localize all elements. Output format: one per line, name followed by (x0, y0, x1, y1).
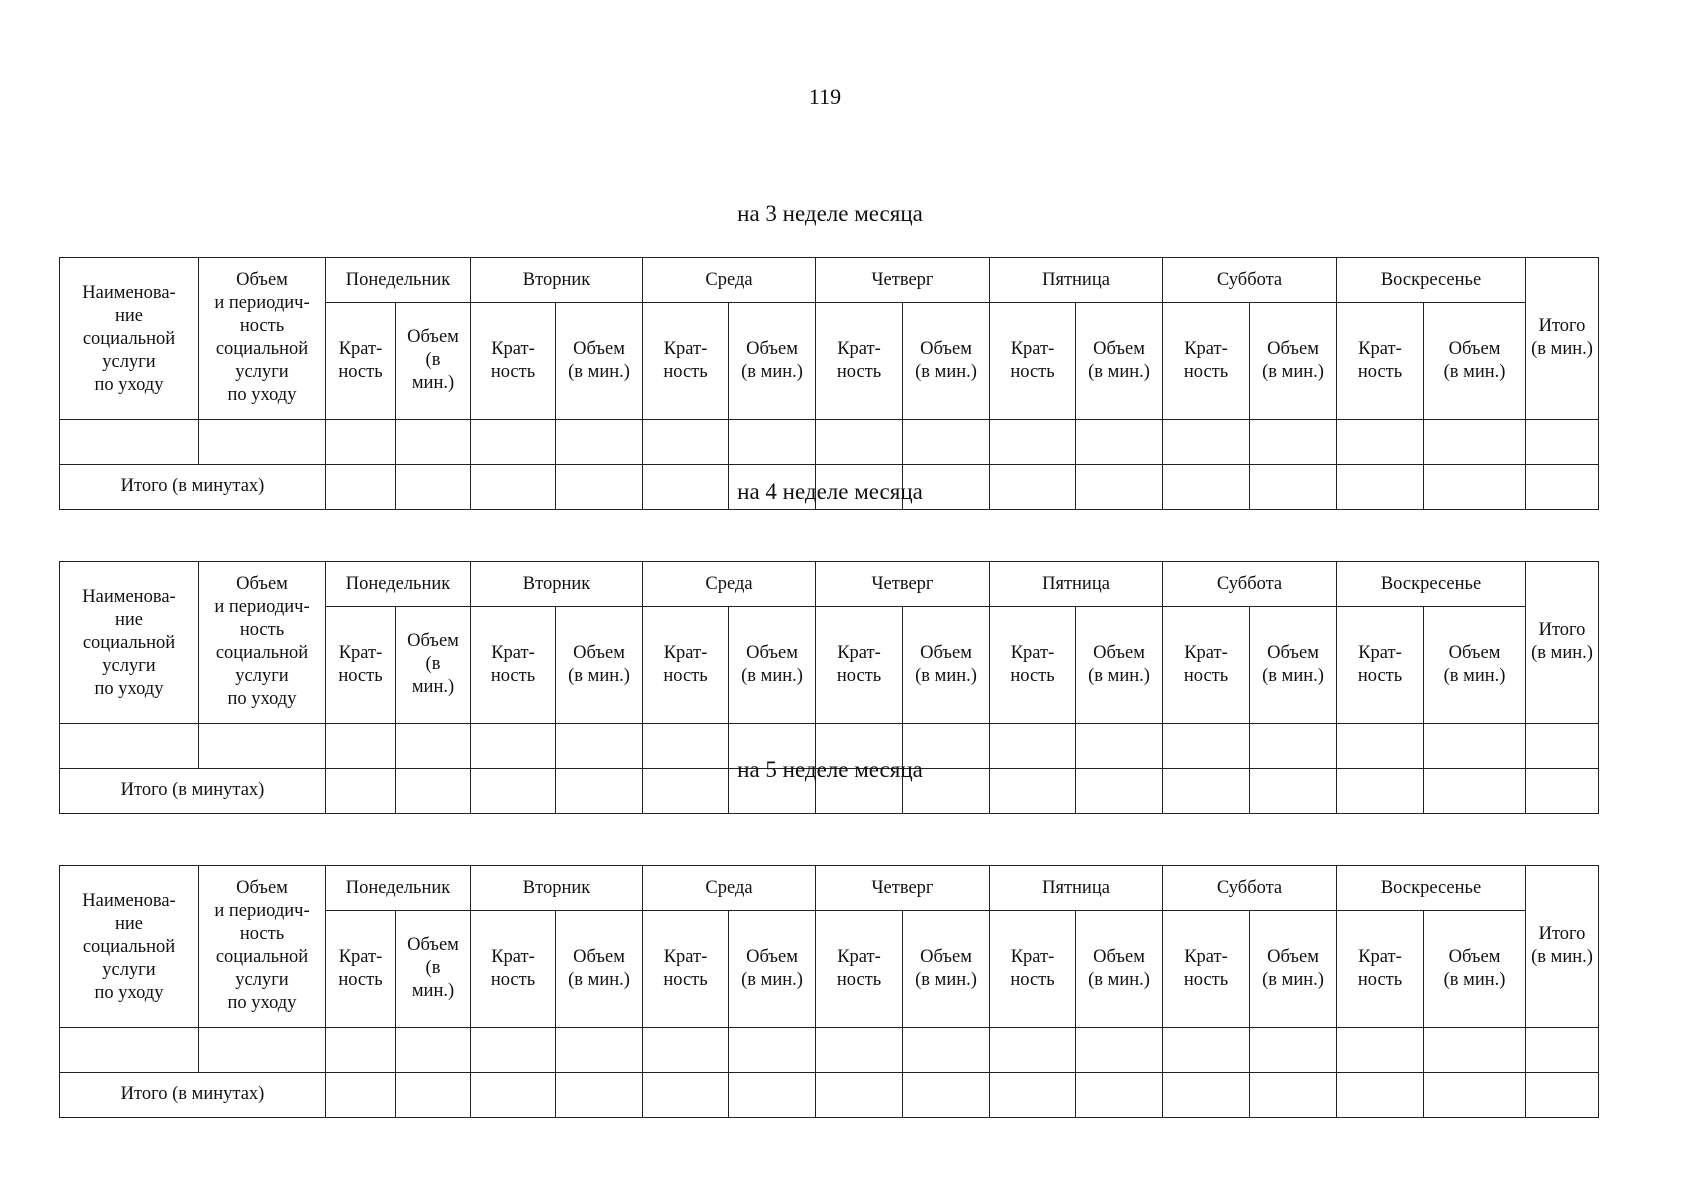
header-volume (729, 607, 816, 723)
header-volume (729, 911, 816, 1027)
header-day (326, 866, 471, 911)
header-multiplicity-label: Крат- ность (1357, 338, 1403, 382)
header-day (326, 258, 471, 303)
table-cell (199, 1027, 326, 1072)
header-multiplicity-label: Крат- ность (663, 946, 708, 990)
header-volume (1424, 303, 1526, 419)
table-cell (396, 1027, 471, 1072)
header-multiplicity-label: Крат- ность (1357, 946, 1403, 990)
table-cell (556, 1072, 643, 1117)
header-multiplicity-label: Крат- ность (490, 642, 536, 686)
header-multiplicity (990, 607, 1076, 723)
table-cell (1250, 419, 1337, 464)
header-volume-label: Объем (в мин.) (407, 631, 459, 698)
header-multiplicity (471, 303, 556, 419)
header-service-name-label: Наименова- ние социальной услуги по уходу (82, 890, 176, 1003)
header-multiplicity (471, 607, 556, 723)
header-day-label: Вторник (522, 877, 591, 898)
header-row-days (60, 866, 1599, 911)
header-volume-label: Объем (в мин.) (407, 327, 459, 394)
header-day (816, 866, 990, 911)
header-volume (729, 303, 816, 419)
header-volume (1076, 607, 1163, 723)
total-row (60, 1072, 1599, 1117)
header-multiplicity (1163, 303, 1250, 419)
header-multiplicity-label: Крат- ность (663, 642, 708, 686)
header-multiplicity (326, 607, 396, 723)
table-cell (471, 1072, 556, 1117)
header-multiplicity (990, 303, 1076, 419)
header-multiplicity-label: Крат- ность (1010, 338, 1055, 382)
table-cell (643, 1072, 729, 1117)
table-cell (471, 419, 556, 464)
schedule-table (59, 257, 1599, 510)
header-service-name (60, 562, 199, 724)
header-multiplicity-label: Крат- ность (1183, 946, 1229, 990)
header-multiplicity-label: Крат- ность (836, 946, 882, 990)
table-cell (903, 1027, 990, 1072)
table-row (60, 419, 1599, 464)
table-cell (326, 1027, 396, 1072)
header-day (1337, 258, 1526, 303)
header-day-label: Четверг (871, 573, 934, 594)
header-volume-label: Объем (в мин.) (1088, 946, 1150, 990)
header-volume-label: Объем (в мин.) (1443, 946, 1506, 990)
header-multiplicity-label: Крат- ность (836, 338, 882, 382)
header-day-label: Понедельник (345, 877, 451, 898)
header-volume-periodicity-label: Объем и периодич- ность социальной услуги по уходу (214, 270, 310, 406)
table-cell (729, 1072, 816, 1117)
header-day (1337, 866, 1526, 911)
header-service-name (60, 258, 199, 420)
header-day-label: Четверг (871, 269, 934, 290)
table-cell (1526, 1027, 1599, 1072)
header-multiplicity (326, 303, 396, 419)
header-day-label: Суббота (1216, 877, 1283, 898)
section-title: на 3 неделе месяца (737, 201, 923, 226)
table-cell (1163, 1027, 1250, 1072)
header-multiplicity-label: Крат- ность (490, 338, 536, 382)
header-volume-label: Объем (в мин.) (915, 338, 977, 382)
header-day (471, 562, 643, 607)
table-cell (1250, 1027, 1337, 1072)
header-day (816, 562, 990, 607)
table-cell (60, 1027, 199, 1072)
header-volume (1076, 911, 1163, 1027)
header-volume-label: Объем (в мин.) (1088, 338, 1150, 382)
header-day (471, 258, 643, 303)
table-cell (1076, 419, 1163, 464)
header-day-label: Воскресенье (1380, 877, 1482, 898)
table-cell (1163, 419, 1250, 464)
total-label (60, 1072, 326, 1117)
header-day-label: Понедельник (345, 573, 451, 594)
table-cell (990, 419, 1076, 464)
header-volume (903, 607, 990, 723)
table-cell (1076, 1072, 1163, 1117)
header-volume-periodicity-label: Объем и периодич- ность социальной услуги по уходу (214, 574, 310, 710)
header-day (1163, 562, 1337, 607)
header-volume-label: Объем (в мин.) (915, 642, 977, 686)
total-label-label: Итого (в минутах) (120, 780, 265, 801)
table-cell (816, 419, 903, 464)
table-cell (1250, 1072, 1337, 1117)
header-volume-label: Объем (в мин.) (1443, 642, 1506, 686)
table-cell (729, 419, 816, 464)
header-day (816, 258, 990, 303)
header-multiplicity (1337, 911, 1424, 1027)
header-multiplicity (1163, 911, 1250, 1027)
header-volume (1424, 607, 1526, 723)
header-volume (556, 607, 643, 723)
table-cell (471, 1027, 556, 1072)
table-cell (556, 419, 643, 464)
table-cell (1337, 1027, 1424, 1072)
header-volume-label: Объем (в мин.) (407, 935, 459, 1002)
header-service-name (60, 866, 199, 1028)
header-volume (1424, 911, 1526, 1027)
table-cell (729, 1027, 816, 1072)
header-multiplicity (816, 911, 903, 1027)
header-volume (1250, 911, 1337, 1027)
header-total (1526, 258, 1599, 420)
header-multiplicity (471, 911, 556, 1027)
table-cell (903, 1072, 990, 1117)
header-volume-label: Объем (в мин.) (1088, 642, 1150, 686)
header-multiplicity-label: Крат- ность (338, 642, 383, 686)
header-day (326, 562, 471, 607)
header-day-label: Пятница (1042, 269, 1110, 290)
header-volume-label: Объем (в мин.) (741, 946, 803, 990)
table-cell (816, 1027, 903, 1072)
header-volume (903, 303, 990, 419)
page-number: 119 (808, 84, 842, 109)
table-row (60, 1027, 1599, 1072)
table-cell (326, 1072, 396, 1117)
header-multiplicity (643, 607, 729, 723)
header-volume (396, 607, 471, 723)
header-multiplicity (1163, 607, 1250, 723)
header-volume-periodicity-label: Объем и периодич- ность социальной услуги по уходу (214, 878, 310, 1014)
table-cell (60, 419, 199, 464)
header-day-label: Понедельник (345, 269, 451, 290)
header-day-label: Пятница (1042, 877, 1110, 898)
header-day-label: Воскресенье (1380, 269, 1482, 290)
header-day (643, 866, 816, 911)
header-multiplicity-label: Крат- ность (1183, 338, 1229, 382)
table-cell (1526, 1072, 1599, 1117)
table-cell (1337, 419, 1424, 464)
header-total-label: Итого (в мин.) (1531, 924, 1593, 968)
table-cell (1526, 419, 1599, 464)
header-volume-periodicity (199, 562, 326, 724)
header-multiplicity-label: Крат- ность (1010, 946, 1055, 990)
header-day (643, 258, 816, 303)
header-day (990, 866, 1163, 911)
header-day-label: Суббота (1216, 269, 1283, 290)
header-multiplicity (1337, 303, 1424, 419)
header-multiplicity (1337, 607, 1424, 723)
table-cell (643, 1027, 729, 1072)
table-cell (1424, 1027, 1526, 1072)
table-cell (990, 1027, 1076, 1072)
header-day-label: Пятница (1042, 573, 1110, 594)
table-cell (1337, 1072, 1424, 1117)
header-volume (903, 911, 990, 1027)
table-cell (199, 419, 326, 464)
header-day (643, 562, 816, 607)
header-volume (396, 911, 471, 1027)
header-multiplicity (990, 911, 1076, 1027)
table-cell (396, 1072, 471, 1117)
header-volume-label: Объем (в мин.) (568, 338, 630, 382)
header-day-label: Суббота (1216, 573, 1283, 594)
header-multiplicity-label: Крат- ность (490, 946, 536, 990)
header-volume-periodicity (199, 866, 326, 1028)
header-service-name-label: Наименова- ние социальной услуги по уходу (82, 282, 176, 395)
table-cell (903, 419, 990, 464)
header-day-label: Вторник (522, 573, 591, 594)
header-volume-label: Объем (в мин.) (1262, 946, 1324, 990)
table-cell (396, 419, 471, 464)
section-title: на 4 неделе месяца (737, 479, 923, 504)
header-volume-label: Объем (в мин.) (1443, 338, 1506, 382)
header-multiplicity-label: Крат- ность (836, 642, 882, 686)
header-volume (556, 911, 643, 1027)
table-cell (1424, 1072, 1526, 1117)
table-cell (1424, 419, 1526, 464)
header-total-label: Итого (в мин.) (1531, 620, 1593, 664)
header-volume-label: Объем (в мин.) (741, 338, 803, 382)
header-day (1163, 866, 1337, 911)
header-day-label: Среда (705, 573, 753, 594)
schedule-table (59, 865, 1599, 1118)
header-total (1526, 562, 1599, 724)
header-day-label: Среда (705, 877, 753, 898)
header-volume (396, 303, 471, 419)
total-label-label: Итого (в минутах) (120, 476, 265, 497)
header-day-label: Четверг (871, 877, 934, 898)
header-multiplicity-label: Крат- ность (663, 338, 708, 382)
header-volume-label: Объем (в мин.) (741, 642, 803, 686)
header-day (990, 562, 1163, 607)
header-volume (1250, 303, 1337, 419)
header-service-name-label: Наименова- ние социальной услуги по уходу (82, 586, 176, 699)
header-day-label: Среда (705, 269, 753, 290)
header-multiplicity (643, 303, 729, 419)
header-multiplicity (326, 911, 396, 1027)
table-cell (326, 419, 396, 464)
header-volume-label: Объем (в мин.) (1262, 338, 1324, 382)
header-multiplicity-label: Крат- ность (1010, 642, 1055, 686)
table-cell (556, 1027, 643, 1072)
header-multiplicity (643, 911, 729, 1027)
header-day (1163, 258, 1337, 303)
header-row-days (60, 562, 1599, 607)
header-day (990, 258, 1163, 303)
header-volume-label: Объем (в мин.) (915, 946, 977, 990)
header-volume (556, 303, 643, 419)
header-multiplicity-label: Крат- ность (338, 946, 383, 990)
header-day-label: Вторник (522, 269, 591, 290)
header-volume-periodicity (199, 258, 326, 420)
section-title: на 5 неделе месяца (737, 757, 923, 782)
table-cell (1076, 1027, 1163, 1072)
header-multiplicity (816, 303, 903, 419)
header-volume-label: Объем (в мин.) (568, 642, 630, 686)
header-row-days (60, 258, 1599, 303)
header-total-label: Итого (в мин.) (1531, 316, 1593, 360)
header-volume-label: Объем (в мин.) (568, 946, 630, 990)
header-multiplicity-label: Крат- ность (1183, 642, 1229, 686)
table-cell (643, 419, 729, 464)
header-day-label: Воскресенье (1380, 573, 1482, 594)
header-volume (1250, 607, 1337, 723)
header-volume (1076, 303, 1163, 419)
header-total (1526, 866, 1599, 1028)
header-multiplicity (816, 607, 903, 723)
total-label-label: Итого (в минутах) (120, 1084, 265, 1105)
table-cell (990, 1072, 1076, 1117)
header-multiplicity-label: Крат- ность (1357, 642, 1403, 686)
table-cell (816, 1072, 903, 1117)
header-day (1337, 562, 1526, 607)
header-day (471, 866, 643, 911)
header-volume-label: Объем (в мин.) (1262, 642, 1324, 686)
header-multiplicity-label: Крат- ность (338, 338, 383, 382)
table-cell (1163, 1072, 1250, 1117)
